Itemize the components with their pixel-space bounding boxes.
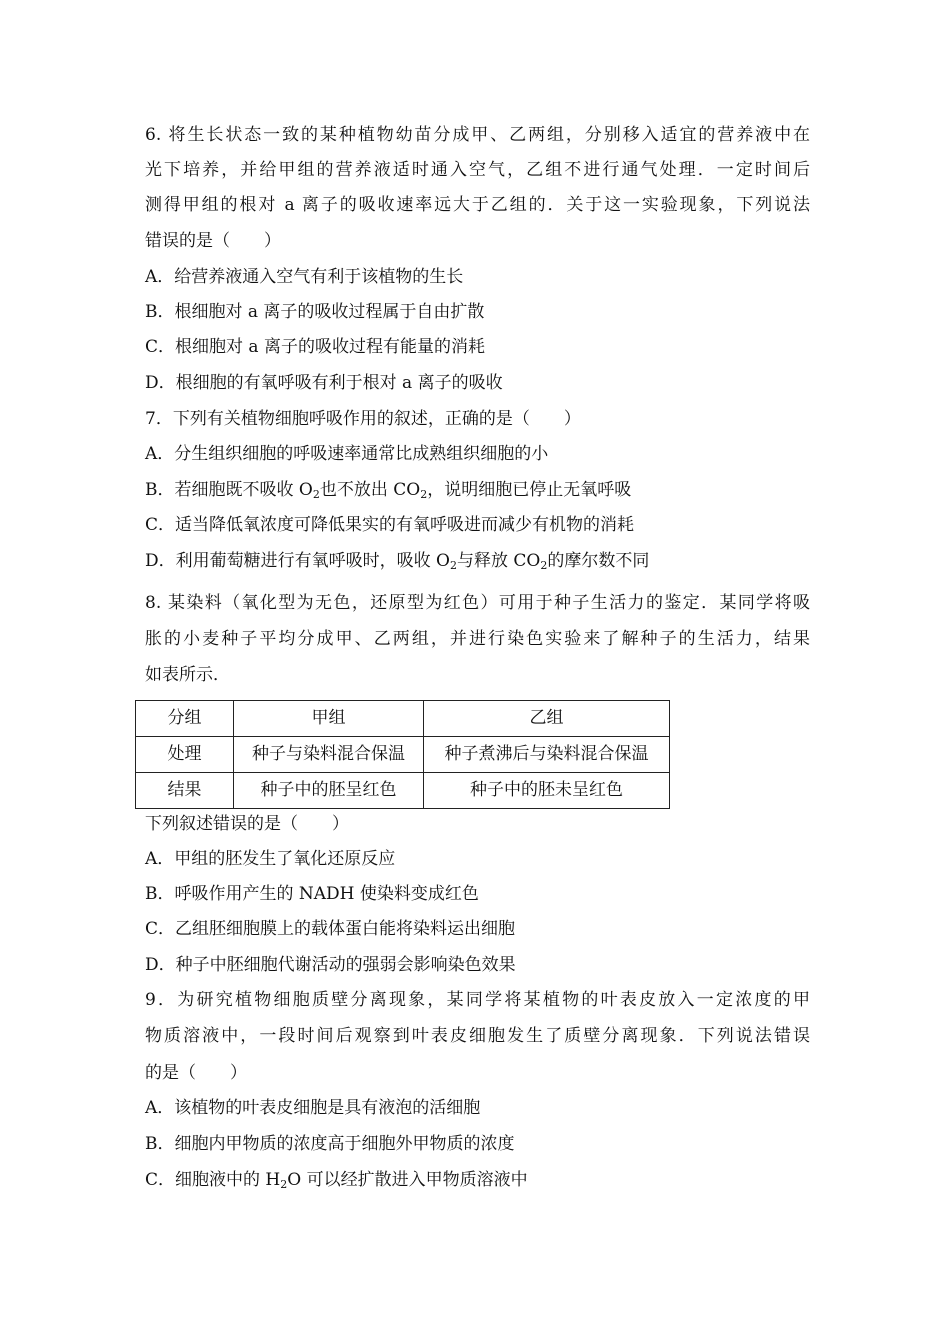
q9-option-a: A．该植物的叶表皮细胞是具有液泡的活细胞 xyxy=(145,1098,481,1118)
q7-option-c: C．适当降低氧浓度可降低果实的有氧呼吸进而减少有机物的消耗 xyxy=(145,515,635,535)
q6-option-a: A．给营养液通入空气有利于该植物的生长 xyxy=(145,267,464,287)
q7-option-b-subscript-2: 2 xyxy=(420,488,428,501)
q8-option-c: C．乙组胚细胞膜上的载体蛋白能将染料运出细胞 xyxy=(145,919,516,939)
q9-option-b: B．细胞内甲物质的浓度高于细胞外甲物质的浓度 xyxy=(145,1134,515,1154)
q8-option-a: A．甲组的胚发生了氧化还原反应 xyxy=(145,849,396,869)
q6-stem-line-2: 光下培养，并给甲组的营养液适时通入空气，乙组不进行通气处理．一定时间后 xyxy=(145,160,810,180)
q6-option-c: C．根细胞对 a 离子的吸收过程有能量的消耗 xyxy=(145,337,485,357)
table-cell: 甲组 xyxy=(234,701,424,737)
q7-option-b xyxy=(145,475,810,505)
q8-stem-line-2: 胀的小麦种子平均分成甲、乙两组，并进行染色实验来了解种子的生活力，结果 xyxy=(145,629,810,649)
q6-stem-line-1: 6. 将生长状态一致的某种植物幼苗分成甲、乙两组，分别移入适宜的营养液中在 xyxy=(145,125,810,145)
q9-option-c-subscript: 2 xyxy=(280,1178,288,1191)
q8-stem-2: 下列叙述错误的是（ ） xyxy=(145,814,349,834)
table-row xyxy=(136,701,670,737)
table-cell: 种子中的胚呈红色 xyxy=(234,773,424,809)
table-cell: 处理 xyxy=(136,737,234,773)
table-cell: 结果 xyxy=(136,773,234,809)
table-cell: 分组 xyxy=(136,701,234,737)
table-row xyxy=(136,773,670,809)
q7-option-d-text-1: D．利用葡萄糖进行有氧呼吸时，吸收 O xyxy=(145,551,450,571)
q7-option-b-text-3: ，说明细胞已停止无氧呼吸 xyxy=(427,480,632,500)
table-cell: 种子中的胚未呈红色 xyxy=(424,773,670,809)
q7-option-b-text-1: B．若细胞既不吸收 O xyxy=(145,480,313,500)
q7-stem: 7．下列有关植物细胞呼吸作用的叙述，正确的是（ ） xyxy=(145,409,581,429)
table-cell: 乙组 xyxy=(424,701,670,737)
q8-option-b: B．呼吸作用产生的 NADH 使染料变成红色 xyxy=(145,884,479,904)
q9-option-c-text-2: O 可以经扩散进入甲物质溶液中 xyxy=(287,1170,528,1190)
q9-stem-line-2: 物质溶液中，一段时间后观察到叶表皮细胞发生了质壁分离现象．下列说法错误 xyxy=(145,1026,810,1046)
q7-option-b-subscript-1: 2 xyxy=(312,488,320,501)
q7-option-d-text-3: 的摩尔数不同 xyxy=(547,551,650,571)
q6-stem-line-4: 错误的是（ ） xyxy=(145,231,281,251)
q8-option-d: D．种子中胚细胞代谢活动的强弱会影响染色效果 xyxy=(145,955,516,975)
q7-option-d-subscript-2: 2 xyxy=(540,559,548,572)
q7-option-b-text-2: 也不放出 CO xyxy=(319,480,421,500)
q8-stem-line-1: 8. 某染料（氧化型为无色，还原型为红色）可用于种子生活力的鉴定．某同学将吸 xyxy=(145,593,810,613)
q7-option-a: A．分生组织细胞的呼吸速率通常比成熟组织细胞的小 xyxy=(145,444,549,464)
q6-option-b: B．根细胞对 a 离子的吸收过程属于自由扩散 xyxy=(145,302,485,322)
table-cell: 种子与染料混合保温 xyxy=(234,737,424,773)
table-cell: 种子煮沸后与染料混合保温 xyxy=(424,737,670,773)
table-row xyxy=(136,737,670,773)
q7-option-d-text-2: 与释放 CO xyxy=(456,551,541,571)
q6-option-d: D．根细胞的有氧呼吸有利于根对 a 离子的吸收 xyxy=(145,373,503,393)
q8-results-table xyxy=(135,700,670,809)
q9-stem-line-1: 9．为研究植物细胞质壁分离现象，某同学将某植物的叶表皮放入一定浓度的甲 xyxy=(145,990,810,1010)
q8-stem-line-3: 如表所示． xyxy=(145,665,230,685)
q9-option-c-text-1: C．细胞液中的 H xyxy=(145,1170,281,1190)
q9-stem-line-3: 的是（ ） xyxy=(145,1063,247,1083)
q9-option-c xyxy=(145,1165,810,1195)
q6-stem-line-3: 测得甲组的根对 a 离子的吸收速率远大于乙组的．关于这一实验现象，下列说法 xyxy=(145,195,810,215)
q7-option-d-subscript-1: 2 xyxy=(449,559,457,572)
q7-option-d xyxy=(145,546,810,576)
